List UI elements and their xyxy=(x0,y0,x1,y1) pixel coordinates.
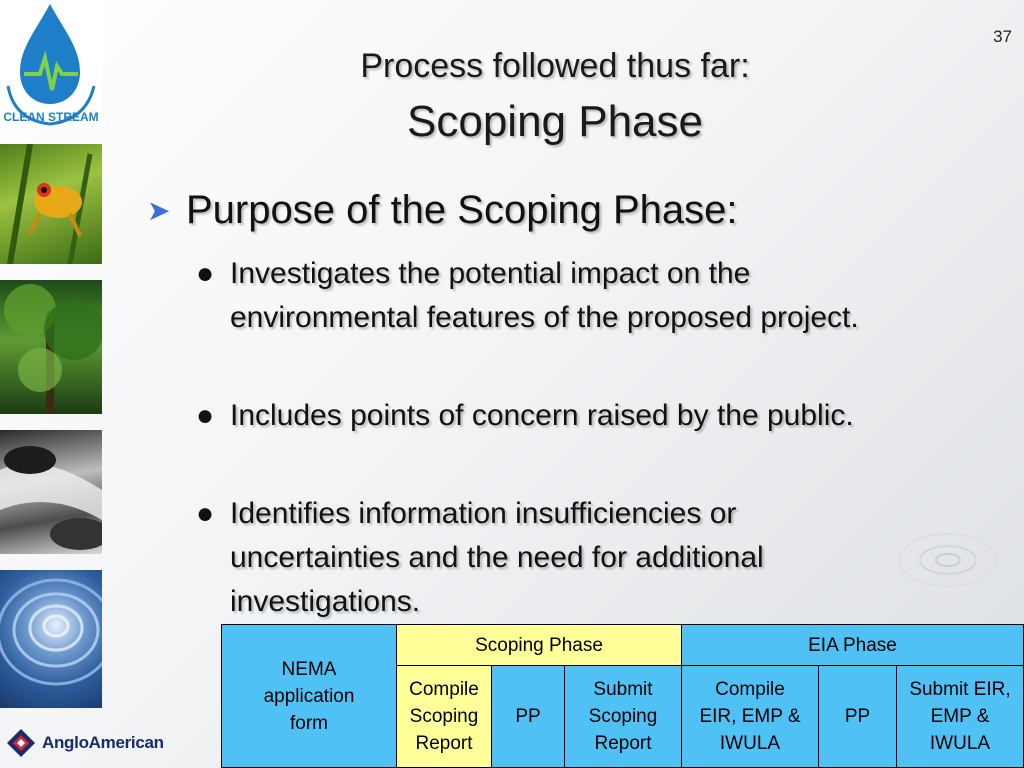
water-ripple-photo xyxy=(0,570,102,708)
bullet-dot-icon: ● xyxy=(196,497,215,530)
nema-cell: NEMA application form xyxy=(221,624,397,768)
frog-photo xyxy=(0,144,102,264)
step-submit-eir: Submit EIR, EMP & IWULA xyxy=(896,665,1024,768)
slide-title-line2: Scoping Phase xyxy=(407,97,703,146)
anglo-american-text: AngloAmerican xyxy=(42,733,164,752)
page-number: 37 xyxy=(993,27,1012,46)
step-submit-scoping-report: Submit Scoping Report xyxy=(564,665,682,768)
eia-phase-header: EIA Phase xyxy=(681,624,1024,666)
arrow-bullet-icon: ➤ xyxy=(147,195,171,226)
ripple-decoration xyxy=(896,528,1000,592)
scoping-phase-header: Scoping Phase xyxy=(396,624,682,666)
anglo-american-icon xyxy=(6,728,36,758)
section-heading: Purpose of the Scoping Phase: xyxy=(186,188,738,232)
slide-title-line1: Process followed thus far: xyxy=(360,47,750,85)
step-compile-eir: Compile EIR, EMP & IWULA xyxy=(681,665,819,768)
bullet-dot-icon: ● xyxy=(196,399,215,432)
forest-photo xyxy=(0,280,102,414)
bullet-item: Includes points of concern raised by the public. xyxy=(230,399,854,432)
bullet-item: Identifies information insufficiencies or uncertainties and the need for additional investigations. xyxy=(230,497,764,618)
river-photo xyxy=(0,430,102,554)
anglo-american-logo xyxy=(6,728,164,758)
step-compile-scoping-report: Compile Scoping Report xyxy=(396,665,492,768)
step-pp-scoping: PP xyxy=(491,665,565,768)
logo-text: CLEAN STREAM xyxy=(3,110,99,124)
bullet-item: Investigates the potential impact on the environmental features of the proposed project. xyxy=(230,257,859,334)
bullet-dot-icon: ● xyxy=(196,257,215,290)
step-pp-eia: PP xyxy=(818,665,897,768)
